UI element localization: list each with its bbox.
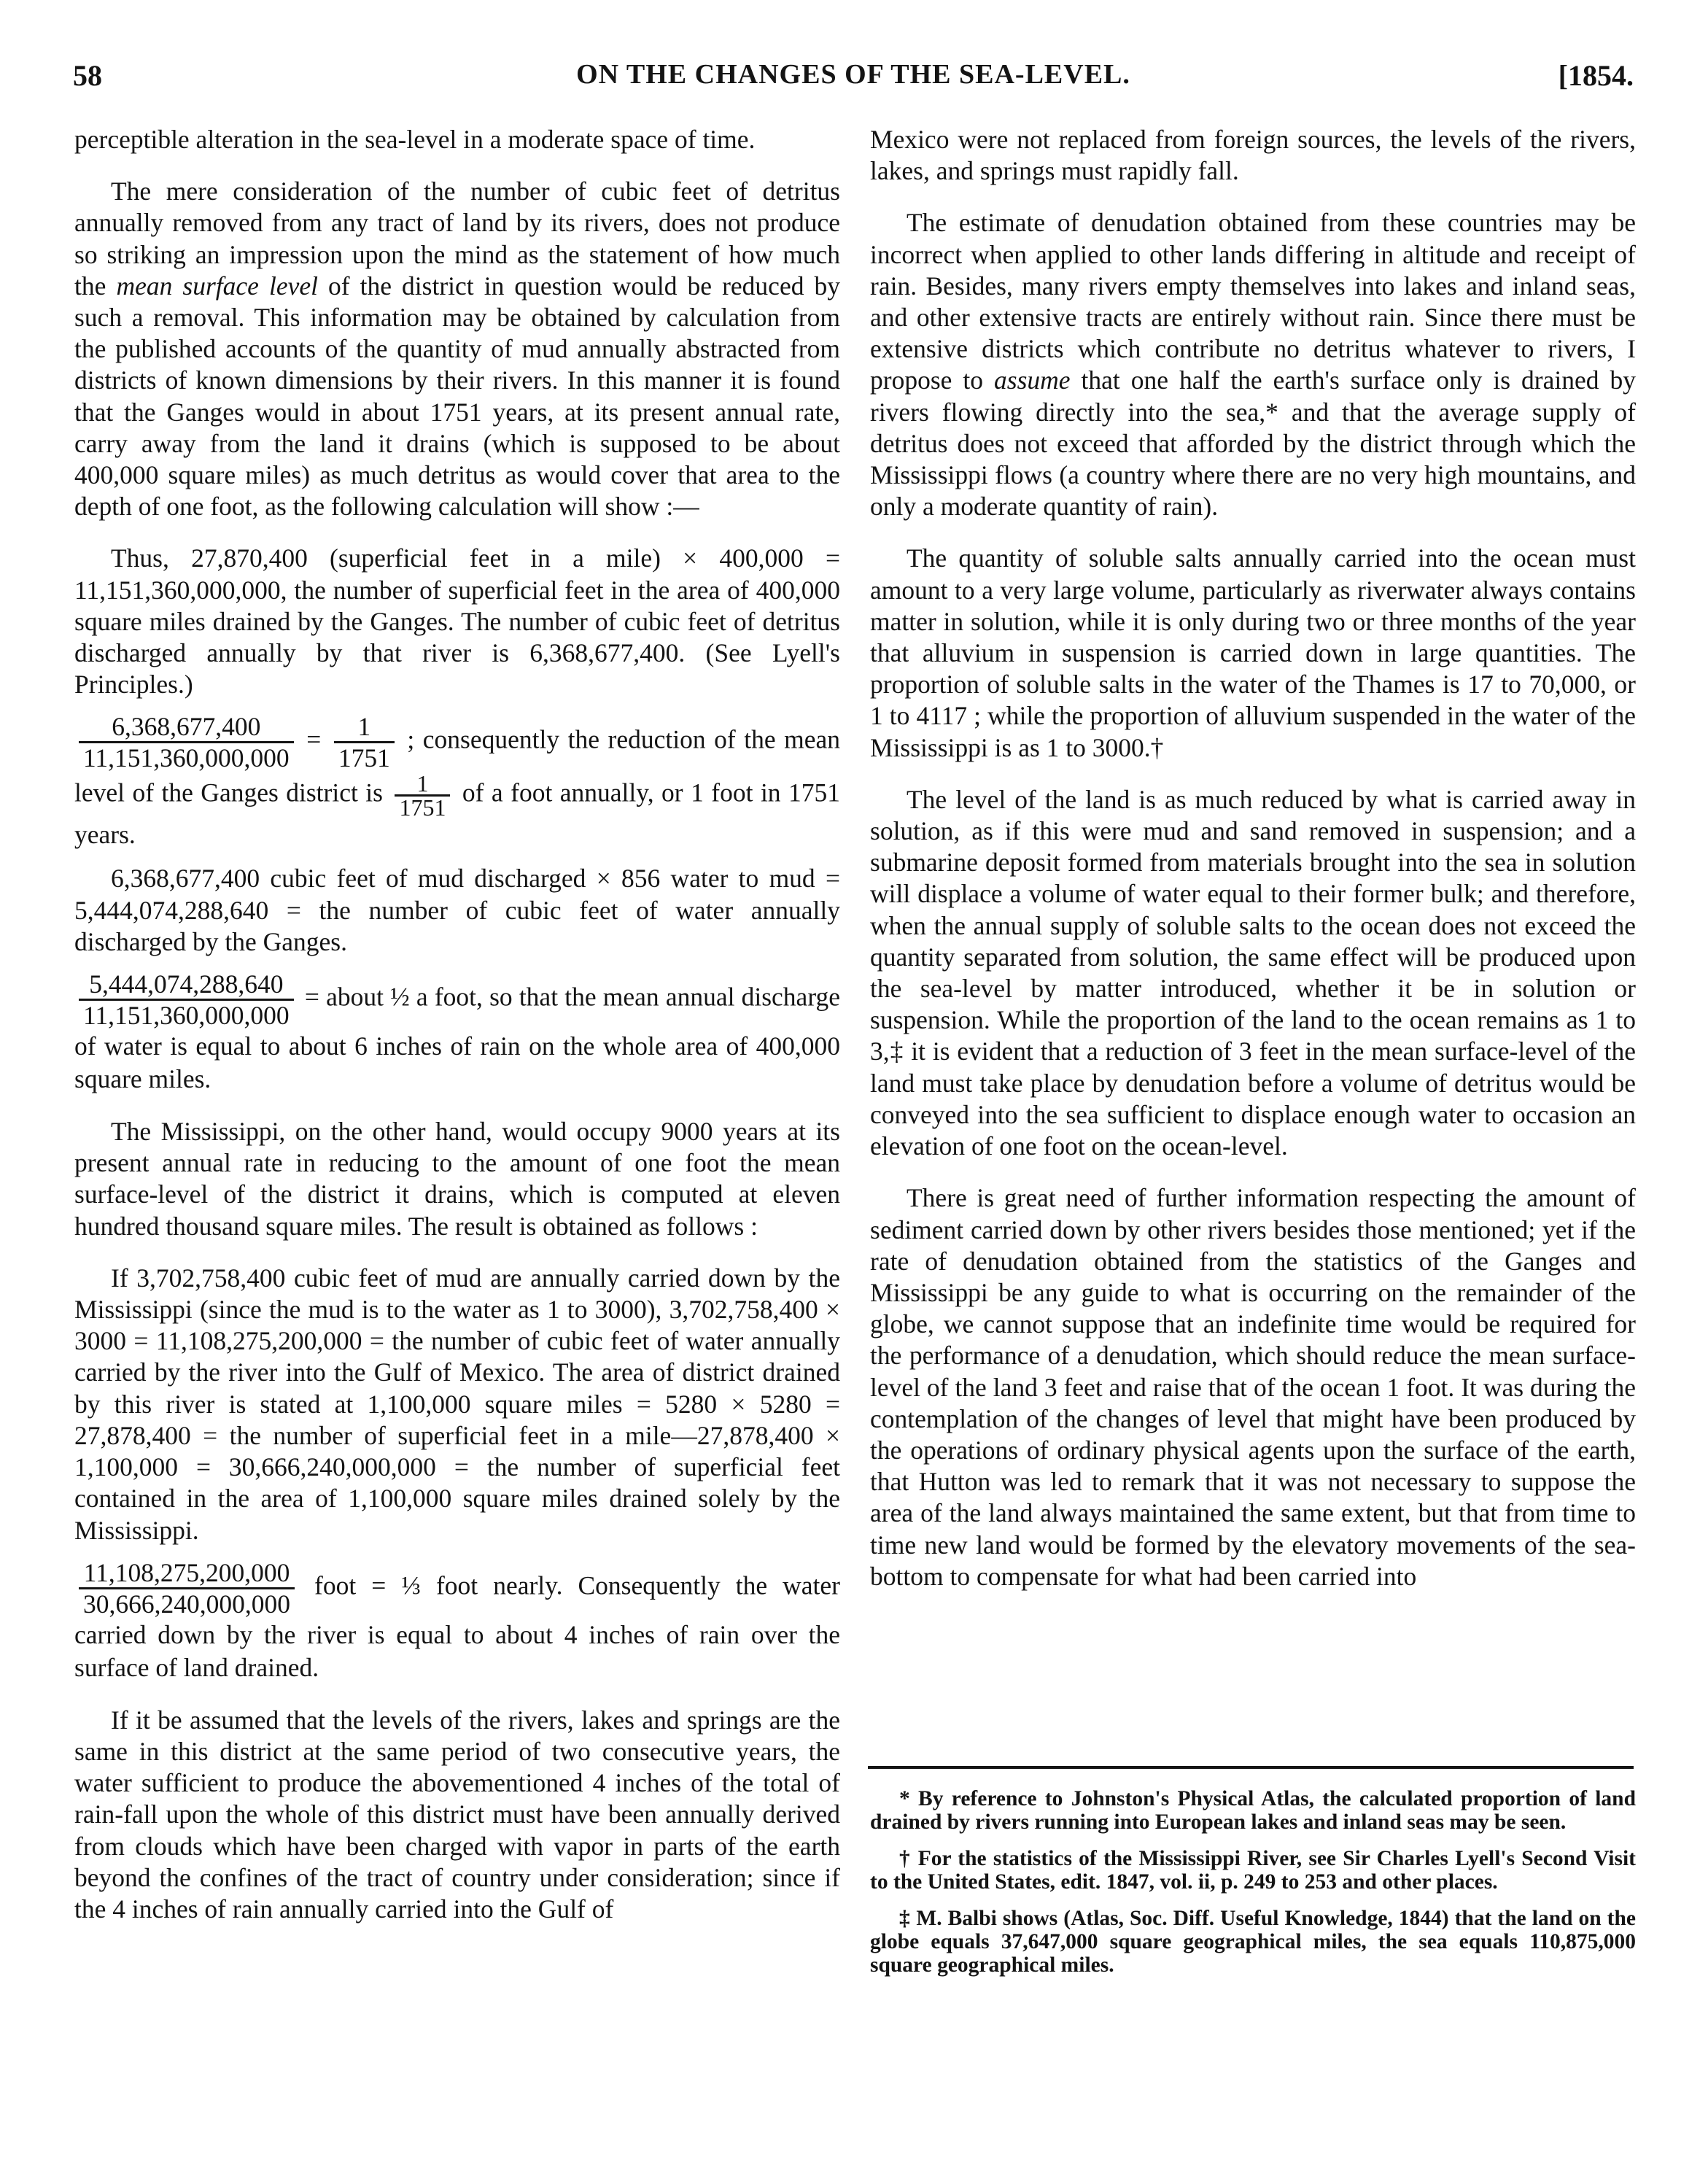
denominator: 30,666,240,000,000 (83, 1589, 290, 1619)
denominator: 1751 (399, 794, 446, 821)
running-title: ON THE CHANGES OF THE SEA-LEVEL. (576, 59, 1130, 90)
numerator: 11,108,275,200,000 (79, 1558, 295, 1589)
numerator: 1 (395, 772, 450, 797)
emphasis: mean surface level (116, 271, 318, 301)
paragraph: If 3,702,758,400 cubic feet of mud are annually carried down by the Mississippi (since the mud is to the water as 1 to 3000), 3,702,758,400 × 3000 = 11,108,275,200,000 = the number of cubic feet of water annually carried by the river into the Gulf of Mexico. The area of district drained by this river is stated at 1,100,000 square miles = 5280 × 5280 = 27,878,400 = the number of superficial feet in a mile—27,878,400 × 1,100,000 = 30,666,240,000,000 = the number of superficial feet contained in the area of 1,100,000 square miles drained solely by the Mississippi. (74, 1263, 840, 1545)
equation-line (74, 712, 840, 851)
paragraph: perceptible alteration in the sea-level in a moderate space of time. (74, 125, 756, 154)
equation-line (74, 969, 840, 1096)
paragraph: If it be assumed that the levels of the rivers, lakes and springs are the same in this district at the same period of two consecutive years, the water sufficient to produce the abovementioned 4 inches of the total of rain-fall upon the whole of this district must have been annually derived from clouds which have been charged with vapor in parts of the earth beyond the confines of the tract of country under consideration; since if the 4 inches of rain annually carried into the Gulf of (74, 1705, 840, 1924)
right-column (870, 124, 1636, 1592)
paragraph: The level of the land is as much reduced by what is carried away in solution, as if this were mud and sand removed in suspension; and a submarine deposit formed from materials brought into the sea in solution will displace a volume of water equal to their former bulk; and therefore, when the annual supply of soluble salts to the ocean does not exceed the quantity separated from solution, the same effect will be produced upon the sea-level by matter introduced, whether it be in solution or suspension. While the proportion of the land to the ocean remains as 1 to 3,‡ it is evident that a reduction of 3 feet in the mean surface-level of the land must take place by denudation before a volume of detritus would be conveyed into the sea sufficient to displace enough water to occasion an elevation of one foot on the ocean-level. (870, 784, 1636, 1161)
denominator: 11,151,360,000,000 (83, 743, 290, 773)
paragraph (74, 176, 840, 522)
paragraph: There is great need of further information respecting the amount of sediment carried down by other rivers besides those mentioned; yet if the rate of denudation obtained from the statistics of the Ganges and Mississippi be any guide to what is occurring on the remainder of the globe, we cannot suppose that an indefinite time would be required for the performance of a denudation, which should reduce the mean surface-level of the land 3 feet and raise that of the ocean 1 foot. It was during the contemplation of the changes of level that might have been produced by the operations of ordinary physical agents upon the surface of the earth, that Hutton was led to remark that it was not necessary to suppose the area of the land always maintained the same extent, but that from time to time new land would be formed by the elevatory movements of the sea-bottom to compensate for what had been carried into (870, 1183, 1636, 1591)
text-run: of a foot annually, or 1 foot in 1751 years. (74, 778, 841, 850)
paragraph (870, 207, 1636, 522)
text-run: foot = ⅓ foot nearly. Consequently the water carried down by the river is equal to about 4 inches of rain over the surface of land drained. (74, 1570, 840, 1682)
fraction (79, 969, 294, 1030)
denominator: 1751 (338, 743, 390, 773)
text-run: The mere consideration of the number of cubic feet of detritus annually removed from any tract of land by its rivers, does not produce so striking an impression upon the mind as the statement of how much the (74, 177, 840, 301)
emphasis: assume (994, 365, 1071, 395)
fraction (395, 770, 450, 821)
numerator: 1 (334, 712, 395, 743)
text-run: of the district in question would be reduced by such a removal. This information may be obtained by calculation from the published accounts of the quantity of mud annually abstracted from districts of known dimensions by their rivers. In this manner it is found that the Ganges would in about 1751 years, at its present annual rate, carry away from the land it drains (which is supposed to be about 400,000 square miles) as much detritus as would cover that area to the depth of one foot, as the following calculation will show :— (74, 271, 841, 522)
text-run: The estimate of denudation obtained from these countries may be incorrect when applied to other lands differing in altitude and receipt of rain. Besides, many rivers empty themselves into lakes and inland seas, and other extensive tracts are entirely without rain. Since there must be extensive districts which contribute no detritus whatever to rivers, I propose to (870, 208, 1636, 395)
fraction (79, 712, 294, 772)
footnote-rule (868, 1766, 1634, 1769)
left-column (74, 124, 840, 1925)
text-run: that one half the earth's surface only is drained by rivers flowing directly into the sea,* and that the average supply of detritus does not exceed that afforded by the district through which the Mississippi flows (a country where there are no very high mountains, and only a moderate quantity of rain). (870, 365, 1636, 522)
footnote: † For the statistics of the Mississippi River, see Sir Charles Lyell's Second Visit to the United States, edit. 1847, vol. ii, p. 249 to 253 and other places. (870, 1847, 1636, 1894)
footnote: ‡ M. Balbi shows (Atlas, Soc. Diff. Useful Knowledge, 1844) that the land on the globe equals 37,647,000 square geographical miles, the sea equals 110,875,000 square geographical miles. (870, 1907, 1636, 1977)
equals-sign: = (306, 725, 322, 755)
numerator: 5,444,074,288,640 (79, 969, 294, 1001)
denominator: 11,151,360,000,000 (83, 1001, 290, 1031)
fraction (79, 1558, 295, 1619)
text-run: ; consequently the reduction of the mean level of the Ganges district is (74, 725, 841, 808)
equation-line (74, 1558, 840, 1684)
numerator: 6,368,677,400 (79, 712, 294, 743)
paragraph: The quantity of soluble salts annually carried into the ocean must amount to a very large volume, particularly as riverwater always contains matter in solution, while it is only during two or three months of the year that alluvium in suspension is carried down in large quantities. The proportion of soluble salts in the water of the Thames is 17 to 70,000, or 1 to 4117 ; while the proportion of alluvium suspended in the water of the Mississippi is as 1 to 3000.† (870, 543, 1636, 762)
footnote: * By reference to Johnston's Physical Atlas, the calculated proportion of land drained by rivers running into European lakes and inland seas may be seen. (870, 1787, 1636, 1834)
page-number: 58 (73, 59, 102, 92)
paragraph: Mexico were not replaced from foreign sources, the levels of the rivers, lakes, and springs must rapidly fall. (870, 125, 1636, 186)
footnotes (870, 1787, 1636, 1977)
text-run: = about ½ a foot, so that the mean annual discharge of water is equal to about 6 inches of rain on the whole area of 400,000 square miles. (74, 982, 841, 1094)
year-mark: [1854. (1558, 59, 1634, 92)
paragraph: Thus, 27,870,400 (superficial feet in a mile) × 400,000 = 11,151,360,000,000, the number of superficial feet in the area of 400,000 square miles drained by the Ganges. The number of cubic feet of detritus discharged annually by that river is 6,368,677,400. (See Lyell's Principles.) (74, 543, 840, 700)
paragraph: 6,368,677,400 cubic feet of mud discharged × 856 water to mud = 5,444,074,288,640 = the number of cubic feet of water annually discharged by the Ganges. (74, 864, 840, 956)
fraction (334, 712, 395, 772)
paragraph: The Mississippi, on the other hand, would occupy 9000 years at its present annual rate in reducing to the amount of one foot the mean surface-level of the district it drains, which is computed at eleven hundred thousand square miles. The result is obtained as follows : (74, 1117, 840, 1241)
page-header (73, 58, 1634, 102)
